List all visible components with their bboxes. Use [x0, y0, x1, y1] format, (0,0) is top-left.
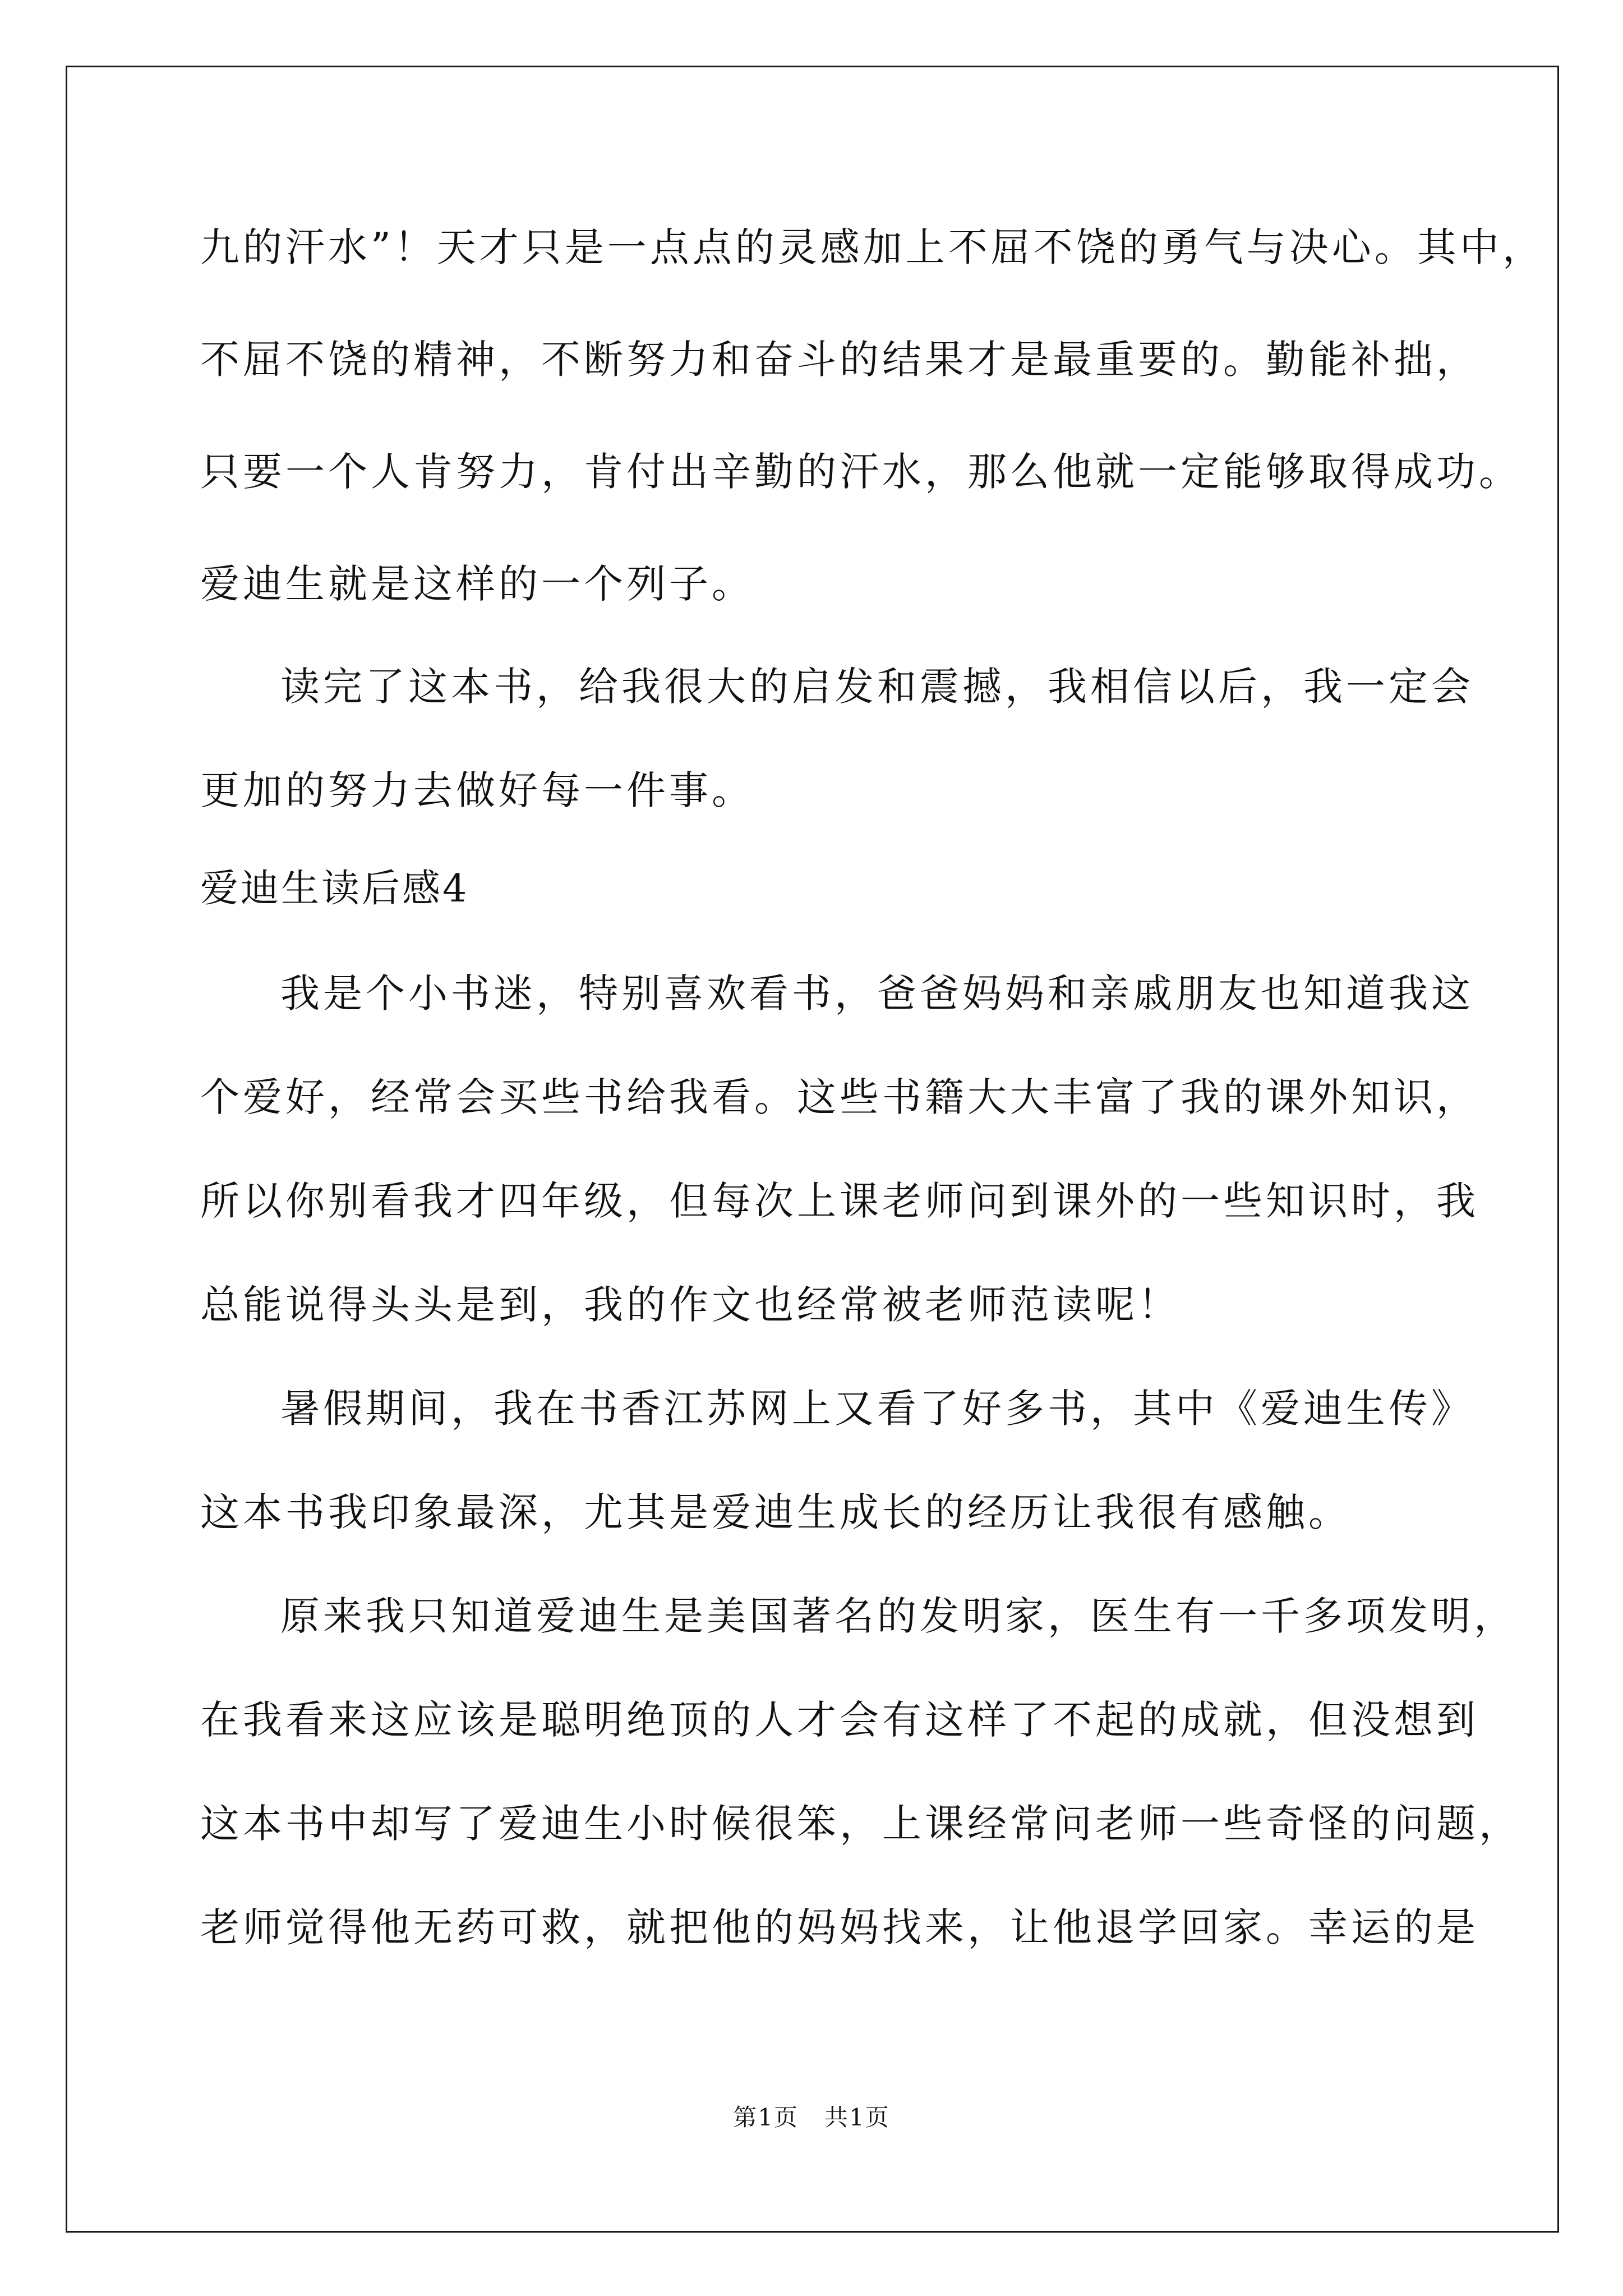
paragraph-1-line-2: 不屈不饶的精神，不断努力和奋斗的结果才是最重要的。勤能补拙， [200, 337, 1479, 383]
paragraph-2-line-2: 更加的努力去做好每一件事。 [200, 767, 754, 813]
paragraph-3-line-4: 总能说得头头是到，我的作文也经常被老师范读呢！ [200, 1282, 1181, 1328]
paragraph-5-line-1: 原来我只知道爱迪生是美国著名的发明家，医生有一千多项发明， [280, 1593, 1516, 1639]
paragraph-1-line-4: 爱迪生就是这样的一个列子。 [200, 561, 754, 607]
paragraph-3-line-1: 我是个小书迷，特别喜欢看书，爸爸妈妈和亲戚朋友也知道我这 [280, 970, 1474, 1016]
paragraph-1-line-1: 九的汗水”！天才只是一点点的灵感加上不屈不饶的勇气与决心。其中， [200, 224, 1545, 270]
page-footer: 第1页 共1页 [733, 2104, 890, 2131]
paragraph-1-line-3: 只要一个人肯努力，肯付出辛勤的汗水，那么他就一定能够取得成功。 [200, 449, 1521, 495]
paragraph-2-line-1: 读完了这本书，给我很大的启发和震撼，我相信以后，我一定会 [280, 664, 1474, 710]
paragraph-5-line-2: 在我看来这应该是聪明绝顶的人才会有这样了不起的成就，但没想到 [200, 1697, 1479, 1743]
paragraph-5-line-3: 这本书中却写了爱迪生小时候很笨，上课经常问老师一些奇怪的问题， [200, 1801, 1521, 1847]
paragraph-3-line-2: 个爱好，经常会买些书给我看。这些书籍大大丰富了我的课外知识， [200, 1074, 1479, 1120]
section-heading: 爱迪生读后感4 [200, 867, 469, 911]
paragraph-4-line-2: 这本书我印象最深，尤其是爱迪生成长的经历让我很有感触。 [200, 1489, 1351, 1535]
paragraph-3-line-3: 所以你别看我才四年级，但每次上课老师问到课外的一些知识时，我 [200, 1178, 1479, 1224]
paragraph-4-line-1: 暑假期间，我在书香江苏网上又看了好多书，其中《爱迪生传》 [280, 1386, 1474, 1432]
paragraph-5-line-4: 老师觉得他无药可救，就把他的妈妈找来，让他退学回家。幸运的是 [200, 1904, 1479, 1950]
